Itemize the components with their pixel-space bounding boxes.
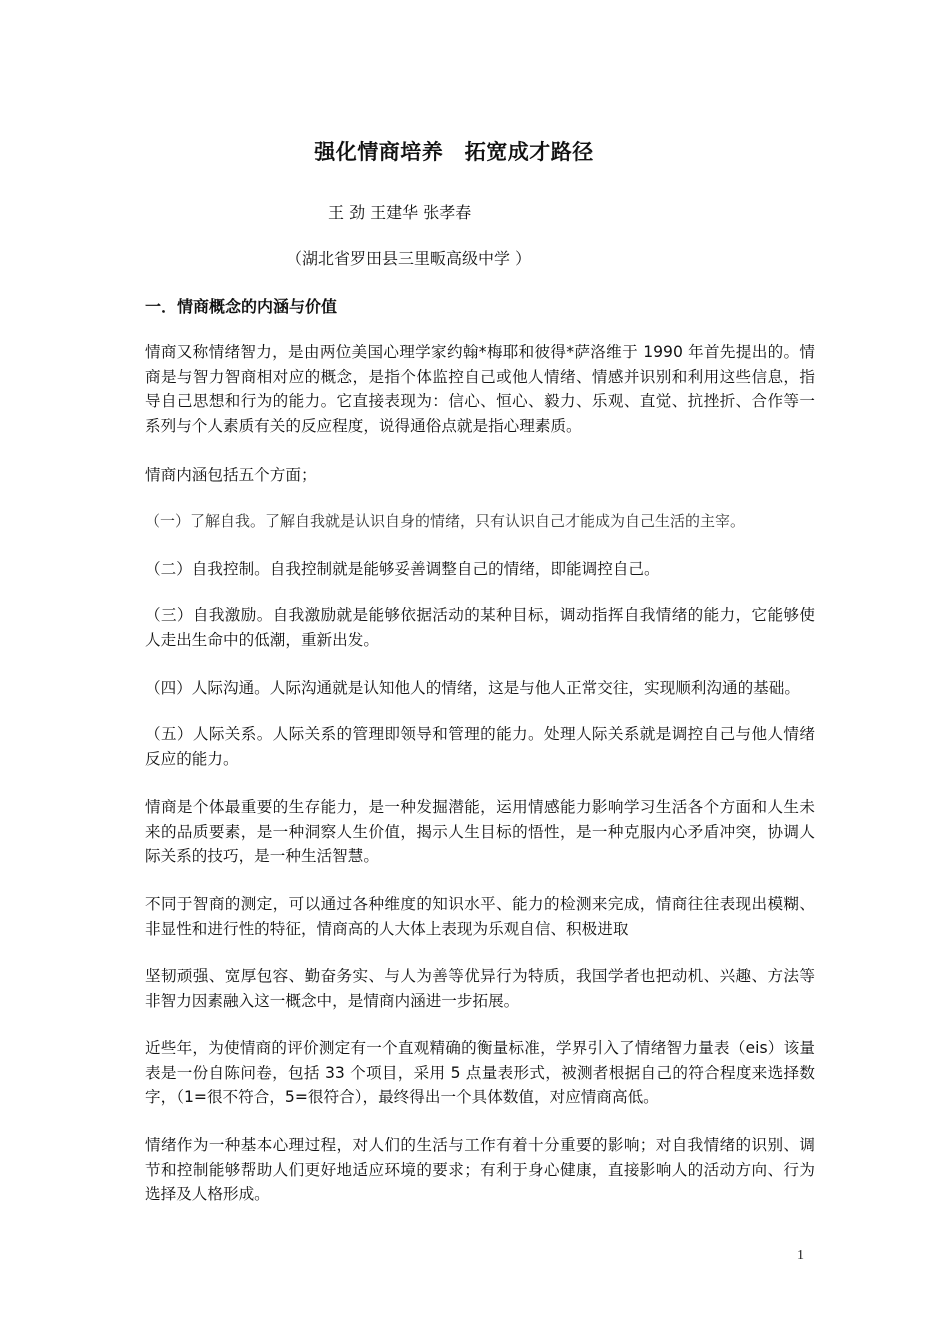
paragraph-traits: 坚韧顽强、宽厚包容、勤奋务实、与人为善等优异行为特质，我国学者也把动机、兴趣、方法等非智力因素融入这一概念中，是情商内涵进一步拓展。 xyxy=(145,967,815,1010)
authors: 王 劲 王建华 张孝春 xyxy=(328,203,472,222)
page-number: 1 xyxy=(797,1248,804,1263)
paragraph-aspect-3: （三）自我激励。自我激励就是能够依据活动的某种目标，调动指挥自我情绪的能力，它能够使人走出生命中的低潮，重新出发。 xyxy=(145,606,815,649)
paragraph-survival-ability: 情商是个体最重要的生存能力，是一种发掘潜能，运用情感能力影响学习生活各个方面和人生未来的品质要素，是一种洞察人生价值，揭示人生目标的悟性，是一种克服内心矛盾冲突，协调人际关系的技巧，是一种生活智慧。 xyxy=(145,798,815,865)
paragraph-aspect-1: （一）了解自我。了解自我就是认识自身的情绪，只有认识自己才能成为自己生活的主宰。 xyxy=(145,512,746,530)
paragraph-eis-scale: 近些年，为使情商的评价测定有一个直观精确的衡量标准，学界引入了情绪智力量表（eis）该量表是一份自陈问卷，包括 33 个项目，采用 5 点量表形式，被测者根据自己的符合程度来选择数字，（1=很不符合，5=很符合），最终得出一个具体数值，对应情商高低。 xyxy=(145,1039,815,1106)
paragraph-measurement: 不同于智商的测定，可以通过各种维度的知识水平、能力的检测来完成，情商往往表现出模糊、非显性和进行性的特征，情商高的人大体上表现为乐观自信、积极进取 xyxy=(145,895,815,938)
paragraph-aspect-5: （五）人际关系。人际关系的管理即领导和管理的能力。处理人际关系就是调控自己与他人情绪反应的能力。 xyxy=(145,725,815,768)
section-heading: 一．情商概念的内涵与价值 xyxy=(145,297,338,316)
affiliation: （湖北省罗田县三里畈高级中学 ） xyxy=(286,249,532,268)
paragraph-five-aspects-intro: 情商内涵包括五个方面； xyxy=(145,466,317,484)
page-title: 强化情商培养 拓宽成才路径 xyxy=(314,140,594,164)
paragraph-aspect-4: （四）人际沟通。人际沟通就是认知他人的情绪，这是与他人正常交往，实现顺利沟通的基础。 xyxy=(145,679,800,697)
paragraph-aspect-2: （二）自我控制。自我控制就是能够妥善调整自己的情绪，即能调控自己。 xyxy=(145,560,660,578)
paragraph-definition: 情商又称情绪智力，是由两位美国心理学家约翰*梅耶和彼得*萨洛维于 1990 年首先提出的。情商是与智力智商相对应的概念，是指个体监控自己或他人情绪、情感并识别和利用这些信息，指导自己思想和行为的能力。它直接表现为：信心、恒心、毅力、乐观、直觉、抗挫折、合作等一系列与个人素质有关的反应程度，说得通俗点就是指心理素质。 xyxy=(145,343,815,435)
paragraph-emotion-process: 情绪作为一种基本心理过程，对人们的生活与工作有着十分重要的影响；对自我情绪的识别、调节和控制能够帮助人们更好地适应环境的要求；有利于身心健康，直接影响人的活动方向、行为选择及人格形成。 xyxy=(145,1136,815,1203)
